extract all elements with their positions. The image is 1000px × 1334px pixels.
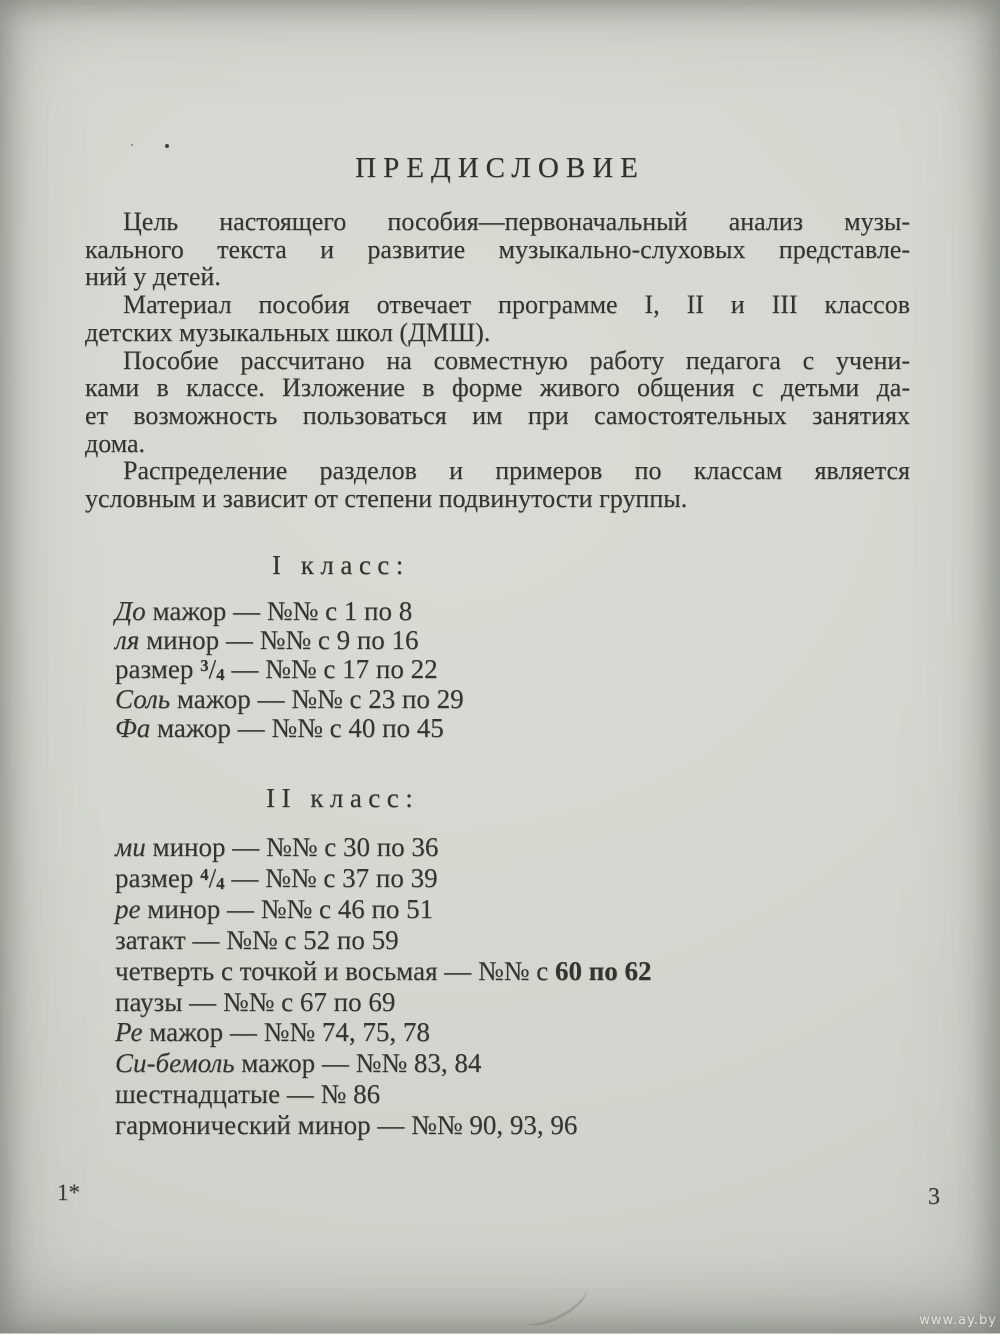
list-item: затакт — №№ с 52 по 59 bbox=[115, 924, 399, 955]
list-item: шестнадцатые — № 86 bbox=[115, 1079, 381, 1110]
time-signature-fraction: $^4/_4$ bbox=[200, 862, 225, 893]
text-line: Цель настоящего пособия—первоначальный анализ музы- bbox=[123, 207, 910, 236]
list-item: Си-бемоль мажор — №№ 83, 84 bbox=[115, 1048, 482, 1079]
scan-smudge bbox=[517, 1275, 592, 1333]
list-item: размер $^4/_4$ — №№ с 37 по 39 bbox=[115, 862, 438, 893]
list-item: Фа мажор — №№ с 40 по 45 bbox=[115, 712, 444, 743]
scan-speckle bbox=[165, 144, 169, 148]
text-line: условным и зависит от степени подвинутости группы. bbox=[85, 484, 688, 514]
list-item: Соль мажор — №№ с 23 по 29 bbox=[115, 683, 464, 714]
scan-speckle bbox=[131, 144, 133, 146]
text-line: Распределение разделов и примеров по классам является bbox=[123, 456, 910, 486]
list-item: размер $^3/_4$ — №№ с 17 по 22 bbox=[115, 654, 438, 685]
text-line: Материал пособия отвечает программе I, II и III классов bbox=[123, 290, 910, 320]
section-heading-class-2: II класс: bbox=[266, 783, 420, 813]
signature-mark: 1* bbox=[57, 1180, 80, 1205]
list-item: четверть с точкой и восьмая — №№ с 60 по 62 bbox=[115, 955, 652, 986]
list-item: Ре мажор — №№ 74, 75, 78 bbox=[115, 1017, 430, 1048]
paragraph bbox=[85, 347, 910, 458]
page-number: 3 bbox=[928, 1184, 940, 1210]
list-item: ре минор — №№ с 46 по 51 bbox=[115, 893, 434, 924]
text-line: ет возможность пользоваться им при самостоятельных занятиях bbox=[85, 400, 910, 430]
page-title: ПРЕДИСЛОВИЕ bbox=[355, 152, 645, 184]
paragraph bbox=[85, 291, 910, 346]
section-heading-class-1: I класс: bbox=[272, 550, 410, 580]
class-1-list bbox=[115, 597, 464, 743]
list-item: ми минор — №№ с 30 по 36 bbox=[115, 832, 439, 862]
list-item: паузы — №№ с 67 по 69 bbox=[115, 986, 396, 1017]
list-item: гармонический минор — №№ 90, 93, 96 bbox=[115, 1110, 578, 1141]
paragraph bbox=[85, 208, 910, 291]
class-2-list bbox=[115, 832, 652, 1141]
text-line: Пособие рассчитано на совместную работу педагога с учени- bbox=[123, 345, 910, 375]
text-line: детских музыкальных школ (ДМШ). bbox=[85, 317, 491, 347]
paragraph bbox=[85, 457, 910, 512]
text-line: ний у детей. bbox=[85, 262, 221, 292]
watermark: www.ay.by bbox=[919, 1313, 997, 1328]
list-item: До мажор — №№ с 1 по 8 bbox=[115, 596, 413, 626]
text-line: кального текста и развитие музыкально-слуховых представле- bbox=[85, 234, 910, 264]
text-line: ками в классе. Изложение в форме живого общения с детьми да- bbox=[85, 373, 910, 403]
text-line: дома. bbox=[85, 428, 146, 458]
preface-text bbox=[85, 208, 910, 513]
list-item: ля минор — №№ с 9 по 16 bbox=[115, 625, 419, 656]
time-signature-fraction: $^3/_4$ bbox=[200, 654, 225, 685]
